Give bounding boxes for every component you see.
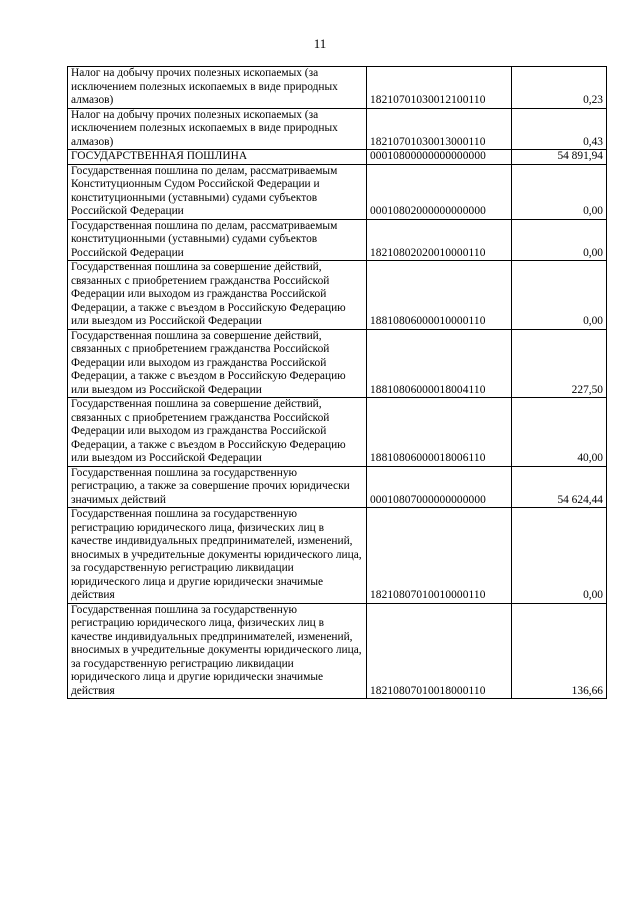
row-code: 18210701030013000110 <box>367 108 512 150</box>
row-code: 18210807010018000110 <box>367 603 512 699</box>
row-amount: 0,23 <box>512 67 607 109</box>
row-name: Государственная пошлина за государственную регистрацию юридического лица, физических лиц в качестве индивидуальных предпринимателей, изменений, вносимых в учредительные документы юридического лица, за государственную регистрацию ликвидации юридического лица и другие юридически значимые действия <box>68 508 367 604</box>
page-number: 11 <box>313 36 327 51</box>
table-row <box>68 261 607 330</box>
table-row <box>68 219 607 261</box>
row-code: 00010802000000000000 <box>367 164 512 219</box>
table-row <box>68 398 607 467</box>
row-amount: 0,00 <box>512 164 607 219</box>
row-name: Государственная пошлина за государственную регистрацию, а также за совершение прочих юридически значимых действий <box>68 466 367 508</box>
row-name: Государственная пошлина за государственную регистрацию юридического лица, физических лиц в качестве индивидуальных предпринимателей, изменений, вносимых в учредительные документы юридического лица, за государственную регистрацию ликвидации юридического лица и другие юридически значимые действия <box>68 603 367 699</box>
table-row <box>68 466 607 508</box>
row-code: 18210802020010000110 <box>367 219 512 261</box>
table-row <box>68 164 607 219</box>
row-name: Государственная пошлина по делам, рассматриваемым конституционными (уставными) судами субъектов Российской Федерации <box>68 219 367 261</box>
row-amount: 54 624,44 <box>512 466 607 508</box>
row-code: 00010807000000000000 <box>367 466 512 508</box>
row-name: Государственная пошлина за совершение действий, связанных с приобретением гражданства Российской Федерации или выходом из гражданства Российской Федерации, а также с въездом в Российскую Федерацию или выездом из Российской Федерации <box>68 261 367 330</box>
table-row <box>68 508 607 604</box>
row-code: 18810806000018006110 <box>367 398 512 467</box>
row-name: Налог на добычу прочих полезных ископаемых (за исключением полезных ископаемых в виде природных алмазов) <box>68 108 367 150</box>
table-row <box>68 108 607 150</box>
row-amount: 227,50 <box>512 329 607 398</box>
table-row <box>68 67 607 109</box>
row-amount: 0,00 <box>512 219 607 261</box>
table-row <box>68 603 607 699</box>
row-name: Государственная пошлина за совершение действий, связанных с приобретением гражданства Российской Федерации или выходом из гражданства Российской Федерации, а также с въездом в Российскую Федерацию или выездом из Российской Федерации <box>68 329 367 398</box>
row-code: 00010800000000000000 <box>367 150 512 165</box>
row-code: 18810806000010000110 <box>367 261 512 330</box>
table-row <box>68 150 607 165</box>
row-code: 18210701030012100110 <box>367 67 512 109</box>
row-amount: 0,43 <box>512 108 607 150</box>
row-amount: 54 891,94 <box>512 150 607 165</box>
row-code: 18810806000018004110 <box>367 329 512 398</box>
row-name: Государственная пошлина по делам, рассматриваемым Конституционным Судом Российской Федерации и конституционными (уставными) судами субъектов Российской Федерации <box>68 164 367 219</box>
row-amount: 0,00 <box>512 508 607 604</box>
row-amount: 40,00 <box>512 398 607 467</box>
row-amount: 0,00 <box>512 261 607 330</box>
row-name: ГОСУДАРСТВЕННАЯ ПОШЛИНА <box>68 150 367 165</box>
table-row <box>68 329 607 398</box>
row-name: Налог на добычу прочих полезных ископаемых (за исключением полезных ископаемых в виде природных алмазов) <box>68 67 367 109</box>
revenue-table <box>67 66 607 699</box>
row-amount: 136,66 <box>512 603 607 699</box>
row-code: 18210807010010000110 <box>367 508 512 604</box>
row-name: Государственная пошлина за совершение действий, связанных с приобретением гражданства Российской Федерации или выходом из гражданства Российской Федерации, а также с въездом в Российскую Федерацию или выездом из Российской Федерации <box>68 398 367 467</box>
